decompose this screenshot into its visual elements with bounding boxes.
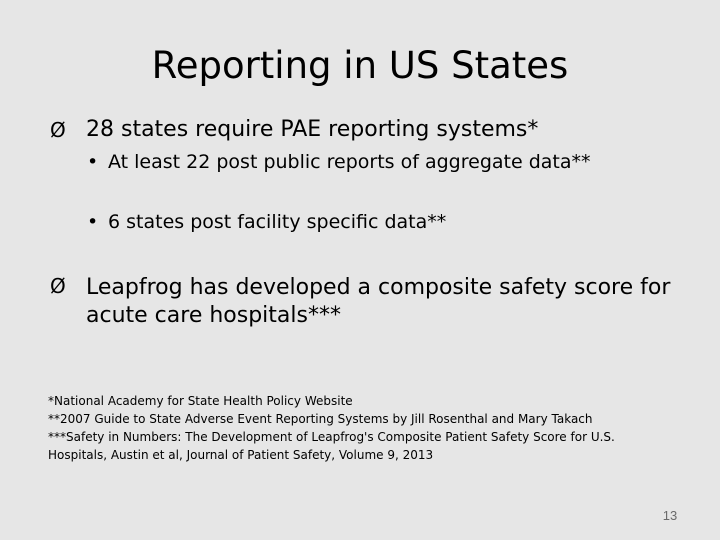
footnote: ***Safety in Numbers: The Development of Leapfrog's Composite Patient Safety Score for U.S. Hospitals, Austin et al, Journal of Patient Safety, Volume 9, 2013 <box>48 430 615 462</box>
bullet-text: 28 states require PAE reporting systems* <box>86 117 539 142</box>
bullet-text: Leapfrog has developed a composite safety score for acute care hospitals*** <box>86 275 671 328</box>
footnotes <box>48 392 668 464</box>
sub-bullet-text: At least 22 post public reports of aggregate data** <box>108 151 591 173</box>
sub-bullet-text: 6 states post facility specific data** <box>108 211 447 233</box>
page-number: 13 <box>662 508 678 523</box>
slide-title: Reporting in US States <box>151 44 569 87</box>
dot-bullet-icon: • <box>87 211 99 233</box>
arrow-bullet-icon: Ø <box>50 274 66 298</box>
footnote: **2007 Guide to State Adverse Event Reporting Systems by Jill Rosenthal and Mary Takach <box>48 412 593 426</box>
arrow-bullet-icon: Ø <box>50 118 66 142</box>
footnote: *National Academy for State Health Policy Website <box>48 394 353 408</box>
dot-bullet-icon: • <box>87 151 99 173</box>
